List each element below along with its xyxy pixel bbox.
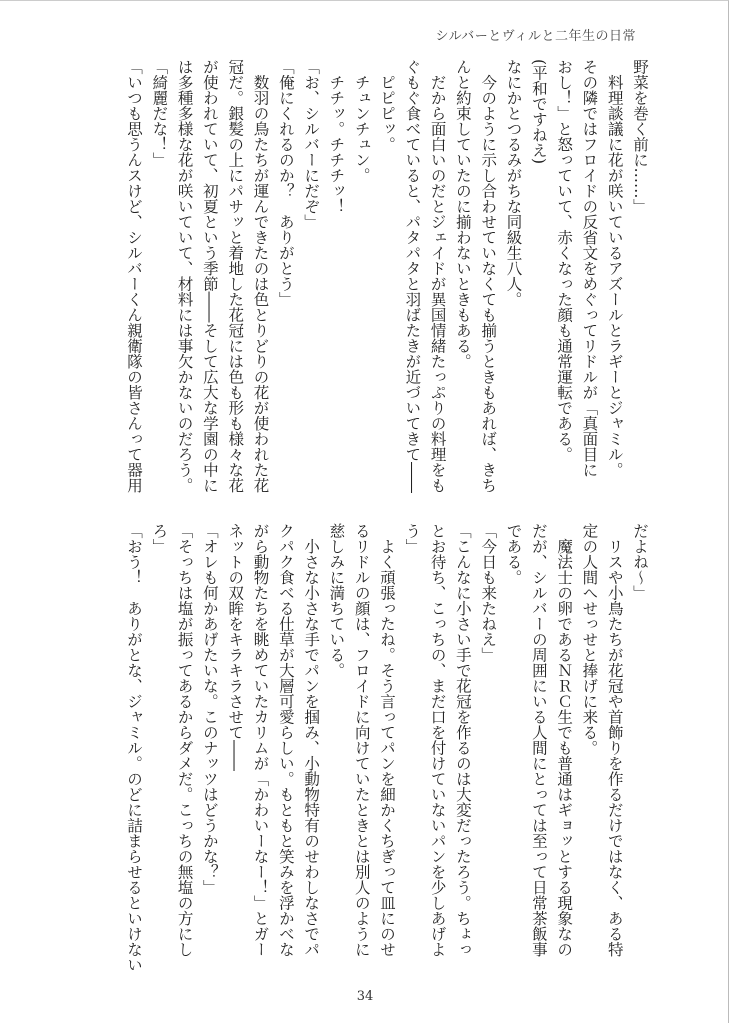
text-column: が使われていて、初夏という季節――そして広大な学園の中に bbox=[200, 59, 219, 493]
text-column: である。 bbox=[504, 523, 523, 585]
text-block-bottom bbox=[112, 523, 649, 973]
text-column: 今のように示し合わせていなくても揃うときもあれば、きち bbox=[479, 59, 498, 493]
text-column: るリドルの顔は、フロイドに向けていたときとは別人のように bbox=[352, 523, 371, 957]
text-column: 「おう！ ありがとな、ジャミル。のどに詰まらせるといけない bbox=[125, 523, 143, 973]
text-column: 数羽の鳥たちが運んできたのは色とりどりの花が使われた花 bbox=[251, 59, 270, 493]
text-column: おし！」と怒っていて、赤くなった顔も通常運転である。 bbox=[555, 59, 574, 462]
text-column: 「オレも何かあげたいな。このナッツはどうかな？」 bbox=[200, 523, 219, 895]
text-column: チュンチュン。 bbox=[352, 59, 371, 183]
text-column: よく頑張ったね。そう言ってパンを細かくちぎって皿にのせ bbox=[378, 523, 396, 957]
text-column: 「そっちは塩が振ってあるからダメだ。こっちの無塩の方にし bbox=[175, 523, 194, 957]
text-column: は多種多様な花が咲いていて、材料には事欠かないのだろう。 bbox=[175, 59, 194, 493]
text-column: 「俺にくれるのか？ ありがとう」 bbox=[276, 59, 295, 307]
text-column: 「お、シルバーにだぞ」 bbox=[302, 59, 321, 230]
text-column: んと約束していたのに揃わないときもある。 bbox=[453, 59, 472, 369]
text-column: チチッ。チチチッ！ bbox=[327, 59, 346, 214]
running-title: シルバーとヴィルと二年生の日常 bbox=[435, 29, 636, 44]
text-column: (平和ですねえ) bbox=[529, 59, 548, 165]
text-column: ろ」 bbox=[150, 523, 169, 554]
text-column: 野菜を巻く前に……」 bbox=[631, 59, 649, 214]
text-column: 魔法士の卵であるＮＲＣ生でも普通はギョッとする現象なの bbox=[555, 523, 574, 957]
text-column: 慈しみに満ちている。 bbox=[327, 523, 346, 678]
text-column: ピピピッ。 bbox=[378, 59, 396, 152]
text-column: 冠だ。銀髪の上にパサッと着地した花冠には色も形も様々な花 bbox=[226, 59, 245, 493]
text-column: ネットの双眸をキラキラさせて―― bbox=[226, 523, 245, 771]
text-column: 「いつも思うんスけど、シルバーくん親衛隊の皆さんって器用 bbox=[125, 59, 143, 493]
text-column: う」 bbox=[403, 523, 422, 554]
text-column: ぐもぐ食べていると、パタパタと羽ばたきが近づいてきて―― bbox=[403, 59, 422, 493]
page-number: 34 bbox=[356, 989, 374, 1004]
text-column: 「綺麗だな！」 bbox=[150, 59, 169, 168]
text-column: リスや小鳥たちが花冠や首飾りを作るだけではなく、ある特 bbox=[605, 523, 624, 957]
text-column: 小さな小さな手でパンを掴み、小動物特有のせわしなさでパ bbox=[302, 523, 321, 957]
text-column: 料理談議に花が咲いているアズールとラギーとジャミル。 bbox=[605, 59, 624, 478]
text-column: 定の人間へせっせと捧げに来る。 bbox=[580, 523, 599, 756]
text-column: クパク食べる仕草が大層可愛らしい。もともと笑みを浮かべな bbox=[276, 523, 295, 957]
text-column: なにかとつるみがちな同級生八人。 bbox=[504, 59, 523, 307]
text-column: がら動物たちを眺めていたカリムが「かわいーなー！」とガー bbox=[251, 523, 270, 957]
text-column: だよね～」 bbox=[631, 523, 649, 601]
text-column: だから面白いのだとジェイドが異国情緒たっぷりの料理をも bbox=[428, 59, 447, 493]
text-column: とお待ち、こっちの、まだ口を付けていないパンを少しあげよ bbox=[428, 523, 447, 957]
text-column: 「今日も来たねえ」 bbox=[479, 523, 498, 663]
text-column: その隣ではフロイドの反省文をめぐってリドルが「真面目に bbox=[580, 59, 599, 478]
text-column: だが、シルバーの周囲にいる人間にとっては至って日常茶飯事 bbox=[529, 523, 548, 957]
text-block-top bbox=[112, 59, 649, 509]
text-column: 「こんなに小さい手で花冠を作るのは大変だったろう。ちょっ bbox=[453, 523, 472, 957]
